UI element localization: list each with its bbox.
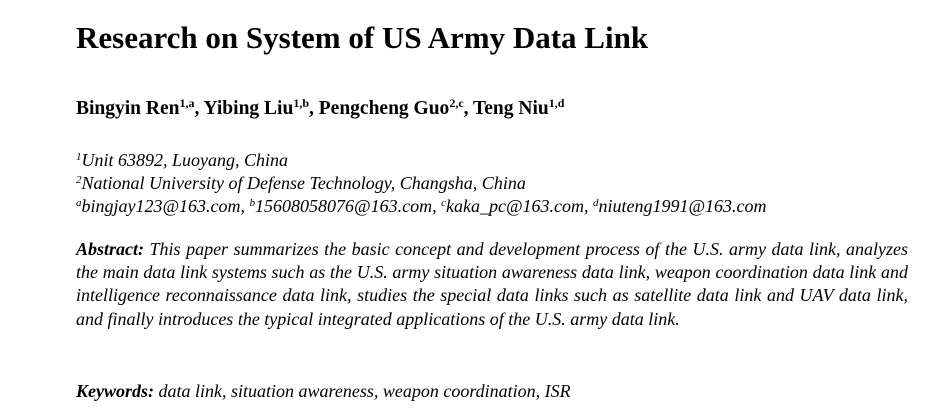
author-affiliation-mark: 1,b	[293, 96, 309, 110]
email-address: 15608058076@163.com	[255, 196, 433, 216]
email-address: bingjay123@163.com	[81, 196, 241, 216]
author	[473, 98, 564, 119]
paper-title: Research on System of US Army Data Link	[76, 20, 649, 55]
email-item	[76, 196, 250, 216]
abstract-label: Abstract:	[76, 239, 145, 259]
affiliations-block	[76, 149, 767, 218]
email-separator: ,	[584, 196, 593, 216]
email-mark: d	[593, 197, 599, 209]
email-mark: a	[76, 197, 82, 209]
author	[76, 98, 204, 119]
affiliation-mark: 1	[76, 151, 82, 163]
keywords	[76, 381, 571, 402]
author-separator: ,	[194, 98, 204, 119]
affiliation	[76, 149, 767, 172]
author	[319, 98, 473, 119]
email-item	[250, 196, 442, 216]
keywords-text: data link, situation awareness, weapon coordination, ISR	[154, 381, 571, 401]
email-address: kaka_pc@163.com	[445, 196, 584, 216]
email-separator: ,	[240, 196, 250, 216]
affiliation	[76, 172, 767, 195]
email-list	[76, 195, 767, 218]
email-item	[441, 196, 593, 216]
author-separator: ,	[309, 98, 319, 119]
author-affiliation-mark: 1,d	[548, 96, 565, 110]
abstract	[76, 238, 908, 331]
abstract-text: This paper summarizes the basic concept and development process of the U.S. army data link, analyzes the main data link systems such as the U.S. army situation awareness data link, weapon coordination data link and intelligence reconnaissance data link, studies the special data links such as satellite data link and UAV data link, and finally introduces the typical integrated applications of the U.S. army data link.	[76, 239, 908, 329]
author-name: Pengcheng Guo	[318, 98, 450, 119]
keywords-label: Keywords:	[76, 381, 154, 401]
email-mark: b	[249, 197, 256, 209]
author-affiliation-mark: 1,a	[179, 96, 195, 110]
author-name: Teng Niu	[473, 98, 549, 119]
author-separator: ,	[463, 98, 474, 119]
author	[204, 98, 319, 119]
author-name: Bingyin Ren	[76, 98, 180, 119]
author-affiliation-mark: 2,c	[449, 96, 464, 110]
author-name: Yibing Liu	[203, 98, 294, 119]
email-separator: ,	[432, 196, 442, 216]
affiliation-text: Unit 63892, Luoyang, China	[81, 150, 289, 170]
email-item	[593, 196, 767, 216]
email-mark: c	[441, 197, 446, 209]
affiliation-mark: 2	[76, 174, 82, 186]
email-address: niuteng1991@163.com	[598, 196, 767, 216]
affiliation-text: National University of Defense Technology, Changsha, China	[81, 173, 526, 193]
author-list	[76, 98, 564, 120]
